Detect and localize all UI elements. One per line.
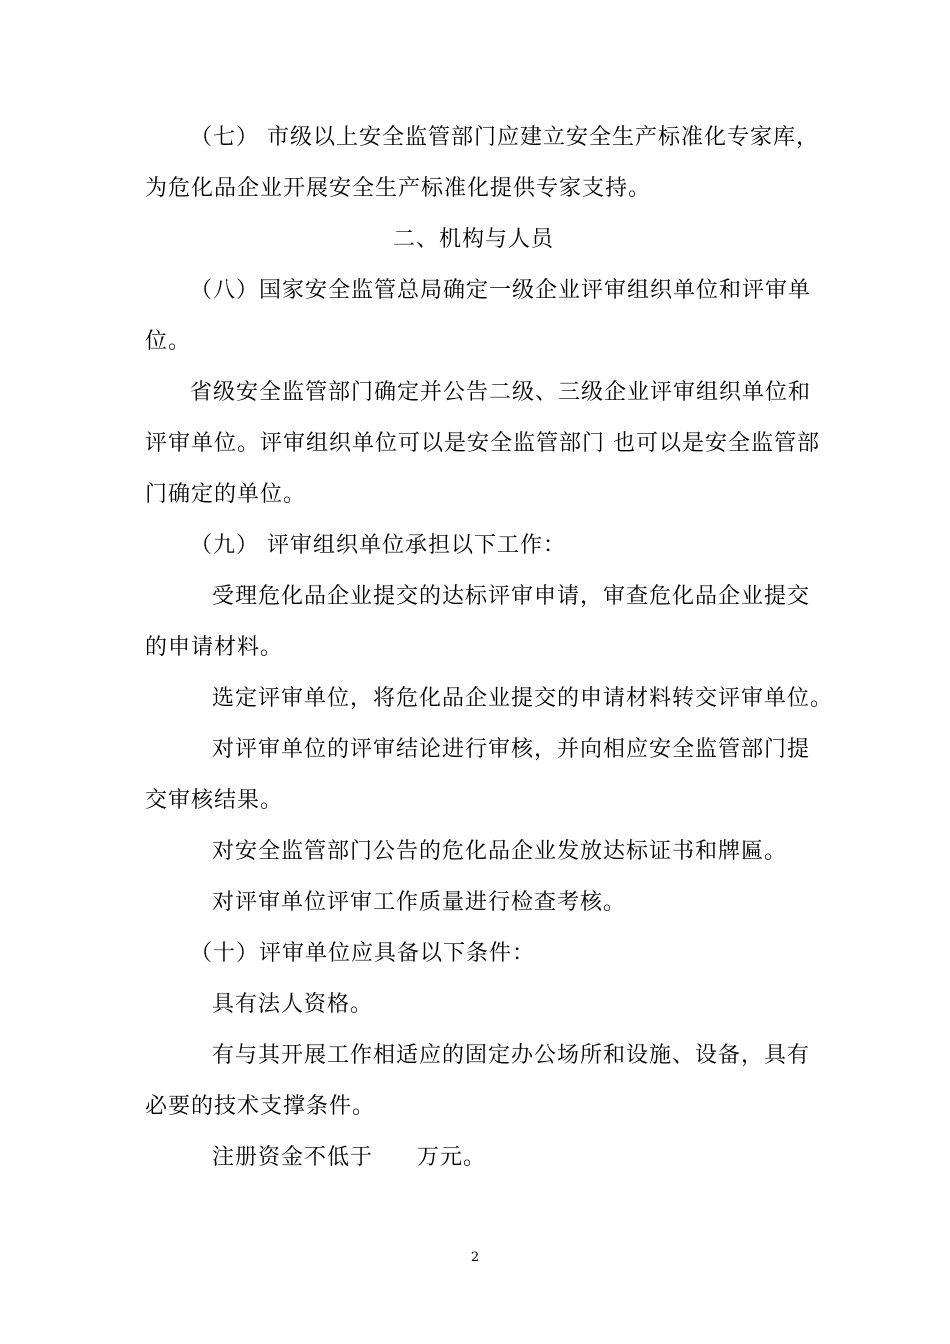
section-10-item-2-line-1: 有与其开展工作相适应的固定办公场所和设施、设备，具有 xyxy=(212,1043,811,1068)
section-9-item-4: 对安全监管部门公告的危化品企业发放达标证书和牌匾。 xyxy=(212,839,788,864)
section-9-item-2: 选定评审单位，将危化品企业提交的申请材料转交评审单位。 xyxy=(212,686,834,711)
section-9-item-3-line-1: 对评审单位的评审结论进行审核，并向相应安全监管部门提 xyxy=(212,737,811,762)
registered-capital-label: 注册资金不低于 xyxy=(212,1145,374,1170)
section-9-item-5: 对评审单位评审工作质量进行检查考核。 xyxy=(212,890,627,915)
section-7-line-1: （七） 市级以上安全监管部门应建立安全生产标准化专家库， xyxy=(190,125,819,150)
section-8-line-2: 位。 xyxy=(145,329,192,354)
provincial-line-3: 门确定的单位。 xyxy=(145,482,307,507)
section-10-item-1: 具有法人资格。 xyxy=(212,992,374,1017)
section-9-heading: （九） 评审组织单位承担以下工作： xyxy=(190,533,566,558)
section-9-item-1-line-1: 受理危化品企业提交的达标评审申请，审查危化品企业提交 xyxy=(212,584,811,609)
section-7-line-2: 为危化品企业开展安全生产标准化提供专家支持。 xyxy=(145,176,652,201)
section-10-item-3 xyxy=(212,1143,486,1173)
section-10-item-2-line-2: 必要的技术支撑条件。 xyxy=(145,1094,376,1119)
provincial-line-1: 省级安全监管部门确定并公告二级、三级企业评审组织单位和 xyxy=(190,380,812,405)
page-number: 2 xyxy=(470,1250,480,1265)
section-8-line-1: （八）国家安全监管总局确定一级企业评审组织单位和评审单 xyxy=(190,278,812,303)
registered-capital-unit: 万元。 xyxy=(417,1145,487,1170)
provincial-line-2: 评审单位。评审组织单位可以是安全监管部门 也可以是安全监管部 xyxy=(145,431,820,456)
section-heading: 二、机构与人员 xyxy=(393,227,555,252)
section-9-item-3-line-2: 交审核结果。 xyxy=(145,788,284,813)
section-9-item-1-line-2: 的申请材料。 xyxy=(145,635,284,660)
section-10-heading: （十）评审单位应具备以下条件： xyxy=(190,941,536,966)
